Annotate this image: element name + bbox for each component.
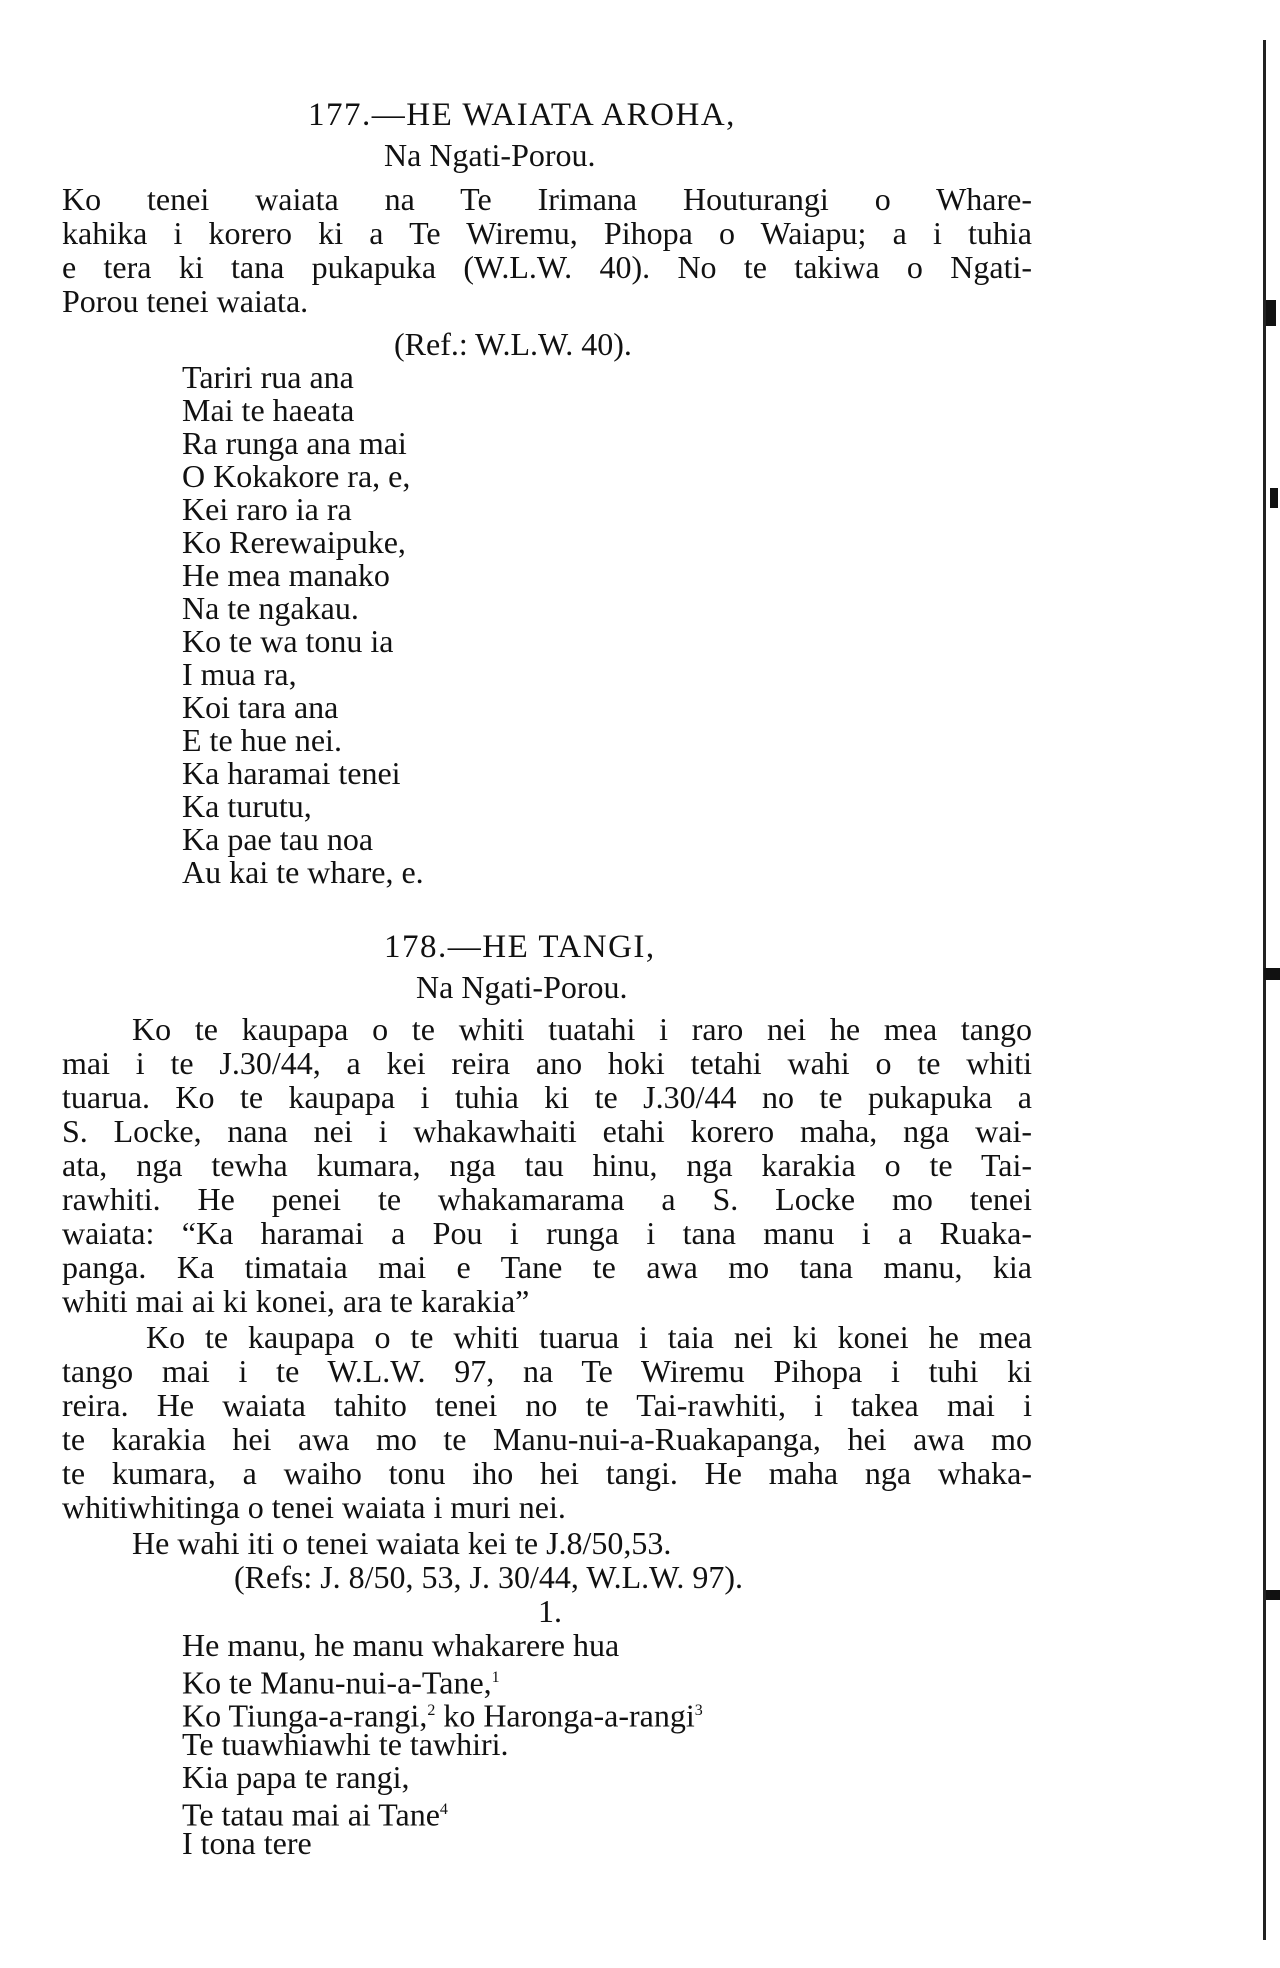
verse-line: Kei raro ia ra — [182, 491, 352, 527]
paragraph-line: waiata: “Ka haramai a Pou i runga i tana manu i a Ruaka- — [62, 1215, 1032, 1251]
verse-line: Ka pae tau noa — [182, 821, 374, 857]
verse-text: Te tatau mai ai Tane — [182, 1796, 440, 1833]
verse-text: Te tuawhiawhi te tawhiri. — [182, 1726, 509, 1762]
section-177-title: 177.—HE WAIATA AROHA, — [308, 97, 736, 133]
verse-text: I tona tere — [182, 1825, 312, 1861]
section-177-ref: (Ref.: W.L.W. 40). — [394, 326, 632, 362]
verse-text: He manu, he manu whakarere hua — [182, 1627, 620, 1663]
section-177-subtitle: Na Ngati-Porou. — [384, 137, 596, 173]
verse-line: Ko te wa tonu ia — [182, 623, 394, 659]
verse-number: 1. — [538, 1593, 562, 1629]
scan-artifact — [1266, 300, 1276, 326]
paragraph-line: Ko te kaupapa o te whiti tuarua i taia nei ki konei he mea — [146, 1319, 1032, 1355]
verse-text: Ko te Manu-nui-a-Tane, — [182, 1664, 492, 1701]
scan-artifact — [1266, 1590, 1280, 1600]
paragraph-line: tango mai i te W.L.W. 97, na Te Wiremu Pihopa i tuhi ki — [62, 1353, 1032, 1389]
verse-line — [182, 1760, 409, 1794]
verse-line: I mua ra, — [182, 656, 297, 692]
paragraph-line: mai i te J.30/44, a kei reira ano hoki tetahi wahi o te whiti — [62, 1045, 1032, 1081]
paragraph-line: te karakia hei awa mo te Manu-nui-a-Ruakapanga, hei awa mo — [62, 1421, 1032, 1457]
scan-artifact — [1264, 968, 1280, 980]
verse-line: Ka haramai tenei — [182, 755, 401, 791]
verse-line: He mea manako — [182, 557, 390, 593]
section-178-paragraph-3: He wahi iti o tenei waiata kei te J.8/50,53. — [132, 1525, 672, 1561]
footnote-marker: 1 — [491, 1669, 500, 1686]
section-178-refs: (Refs: J. 8/50, 53, J. 30/44, W.L.W. 97). — [234, 1559, 744, 1595]
verse-line: Na te ngakau. — [182, 590, 359, 626]
verse-line — [182, 1826, 312, 1860]
verse-line: E te hue nei. — [182, 722, 342, 758]
verse-text: Kia papa te rangi, — [182, 1759, 410, 1795]
footnote-marker: 4 — [439, 1801, 448, 1818]
footnote-marker: 2 — [427, 1702, 436, 1719]
verse-line — [182, 1727, 509, 1761]
paragraph-line: panga. Ka timataia mai e Tane te awa mo tana manu, kia — [62, 1249, 1032, 1285]
verse-text: Ko Tiunga-a-rangi, — [182, 1697, 428, 1734]
verse-line: Koi tara ana — [182, 689, 339, 725]
section-178-title: 178.—HE TANGI, — [384, 929, 656, 965]
verse-line — [182, 1628, 619, 1662]
section-178-subtitle: Na Ngati-Porou. — [416, 969, 628, 1005]
paragraph-line: S. Locke, nana nei i whakawhaiti etahi korero maha, nga wai- — [62, 1113, 1032, 1149]
footnote-marker: 3 — [694, 1702, 703, 1719]
paragraph-line: ata, nga tewha kumara, nga tau hinu, nga karakia o te Tai- — [62, 1147, 1032, 1183]
paragraph-line: whitiwhitinga o tenei waiata i muri nei. — [62, 1489, 566, 1525]
section-177-intro-line: Ko tenei waiata na Te Irimana Houturangi o Whare- — [62, 181, 1032, 217]
verse-text: ko Haronga-a-rangi — [435, 1697, 695, 1734]
verse-line: Mai te haeata — [182, 392, 355, 428]
section-177-intro-line: kahika i korero ki a Te Wiremu, Pihopa o Waiapu; a i tuhia — [62, 215, 1032, 251]
paragraph-line: whiti mai ai ki konei, ara te karakia” — [62, 1283, 530, 1319]
verse-line: Tariri rua ana — [182, 359, 354, 395]
paragraph-line: Ko te kaupapa o te whiti tuatahi i raro nei he mea tango — [132, 1011, 1032, 1047]
paragraph-line: tuarua. Ko te kaupapa i tuhia ki te J.30/44 no te pukapuka a — [62, 1079, 1032, 1115]
scan-artifact — [1270, 488, 1278, 508]
paragraph-line: te kumara, a waiho tonu iho hei tangi. He maha nga whaka- — [62, 1455, 1032, 1491]
section-177-intro-line: Porou tenei waiata. — [62, 283, 309, 319]
section-177-intro-line: e tera ki tana pukapuka (W.L.W. 40). No te takiwa o Ngati- — [62, 249, 1032, 285]
verse-line: Au kai te whare, e. — [182, 854, 424, 890]
verse-line: O Kokakore ra, e, — [182, 458, 411, 494]
paragraph-line: rawhiti. He penei te whakamarama a S. Locke mo tenei — [62, 1181, 1032, 1217]
verse-line: Ko Rerewaipuke, — [182, 524, 406, 560]
verse-line: Ra runga ana mai — [182, 425, 407, 461]
verse-line: Ka turutu, — [182, 788, 312, 824]
paragraph-line: reira. He waiata tahito tenei no te Tai-rawhiti, i takea mai i — [62, 1387, 1032, 1423]
